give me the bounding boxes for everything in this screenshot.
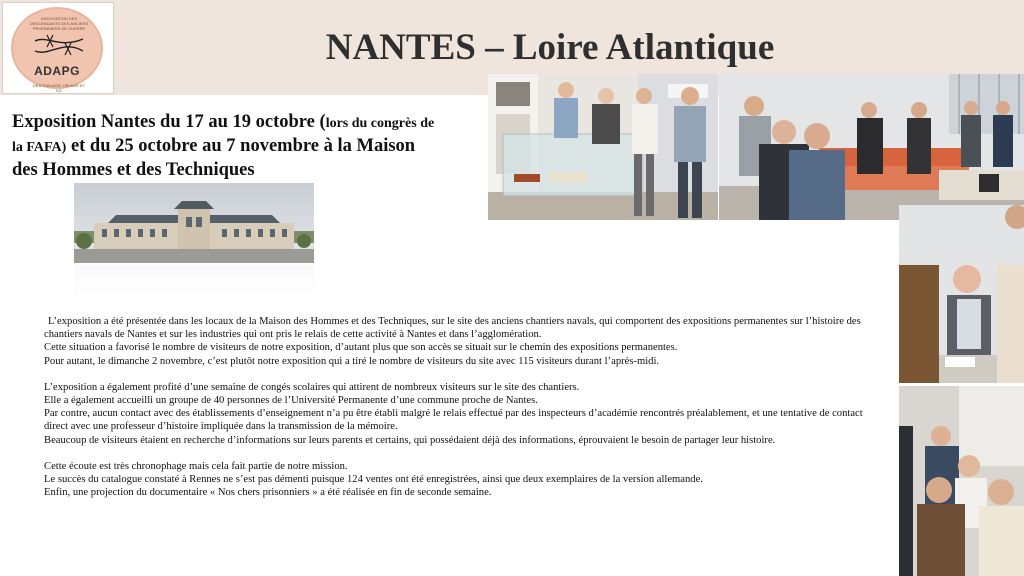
logo-ring-top-text: ASSOCIATION DES DESCENDANTS DES ANCIENS PRISONNIERS DE GUERRE	[29, 16, 89, 31]
paragraph-1-line-3: Pour autant, le dimanche 2 novembre, c’est plutôt notre exposition qui a tiré le nombre de visiteurs du site avec 115 visiteurs durant l’après-midi.	[44, 355, 660, 367]
exhibition-room-photo	[719, 74, 1024, 220]
paragraph-3-line-1: Cette écoute est très chronophage mais cela fait partie de notre mission.	[44, 460, 348, 472]
paragraph-2-line-2: Elle a également accueilli un groupe de 40 personnes de l’Université Permanente d’une commune proche de Nantes.	[44, 395, 538, 407]
paragraph-2-line-3: Par contre, aucun contact avec des établissements d’enseignement n’a pu être établi malgré le relais effectué par des inspecteurs d’académie rencontrés préalablement, et une tentative de contact direct avec une professeur d’histoire impliquée dans la transmission de la mémoire.	[44, 408, 863, 433]
museum-building-photo	[74, 183, 314, 263]
barbed-wire-icon	[33, 31, 85, 61]
logo-emblem	[11, 7, 103, 93]
building-photo-reflection	[74, 265, 314, 297]
heading-part-2: lors du congrès de la FAFA)	[12, 116, 435, 155]
paragraph-2-line-1: L’exposition a également profité d’une semaine de congés scolaires qui attirent de nombreux visiteurs sur le site des chantiers.	[44, 381, 580, 393]
exhibition-heading	[12, 111, 442, 182]
logo-ring-bottom-text: DES STALAGS, OFLAGS ET KG	[32, 83, 86, 93]
logo-name: ADAPG	[34, 64, 80, 78]
heading-part-1: Exposition Nantes du 17 au 19 octobre (	[12, 112, 326, 132]
exhibition-vitrine-photo	[488, 74, 718, 220]
paragraph-2-line-4: Beaucoup de visiteurs étaient en recherche d’informations sur leurs parents et certains, qui possédaient déjà des informations, éprouvaient le besoin de partager leur histoire.	[44, 434, 776, 446]
paragraph-3-line-2: Le succès du catalogue constaté à Rennes ne s’est pas démenti puisque 124 ventes ont été enregistrées, ainsi que deux exemplaires de la version allemande.	[44, 474, 703, 486]
report-body	[44, 315, 884, 499]
paragraph-1-line-1: L’exposition a été présentée dans les locaux de la Maison des Hommes et des Techniques, sur le site des anciens chantiers navals, qui comportent des expositions permanentes sur l’histoire des chantiers navals de Nantes et sur les industries qui ont pris le relais de cette activité à Nantes et dans l’agglomération.	[44, 316, 861, 341]
visitors-group-photo	[899, 386, 1024, 576]
paragraph-1-line-2: Cette situation a favorisé le nombre de visiteurs de notre exposition, d’autant plus que son accès se situait sur le chemin des expositions permanentes.	[44, 342, 678, 354]
page-title: NANTES – Loire Atlantique	[325, 27, 775, 68]
adapg-logo	[2, 2, 114, 94]
paragraph-3-line-3: Enfin, une projection du documentaire « Nos chers prisonniers » a été réalisée en fin de seconde semaine.	[44, 487, 492, 499]
visitor-at-table-photo	[899, 205, 1024, 383]
heading-part-3: et du 25 octobre au 7 novembre à la Maison des Hommes et des Techniques	[12, 136, 416, 180]
